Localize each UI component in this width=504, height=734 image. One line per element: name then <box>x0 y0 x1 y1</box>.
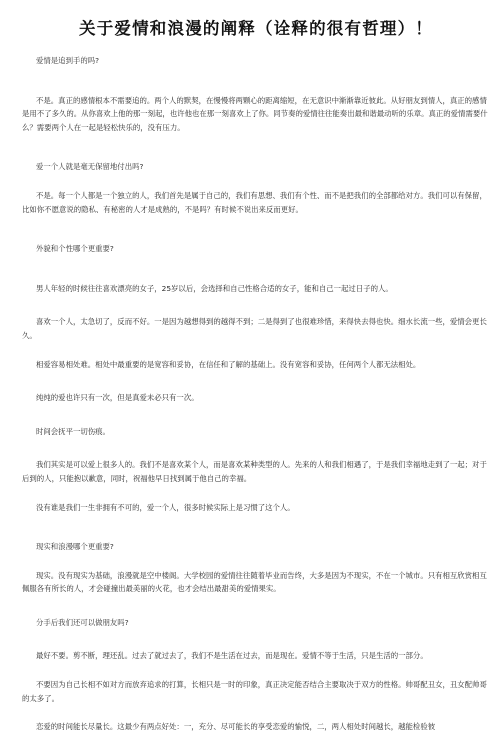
paragraph-gap <box>22 216 490 242</box>
article-title: 关于爱情和浪漫的阐释（诠释的很有哲理）！ <box>79 19 433 38</box>
paragraph-question-friends: 分手后我们还可以做朋友吗? <box>36 617 129 627</box>
paragraph-question-chase: 爱情是追到手的吗? <box>36 56 100 65</box>
paragraph-gap <box>22 256 490 282</box>
paragraph-answer-reality: 现实。没有现实为基础，浪漫就是空中楼阁。大学校园的爱情往往随着毕业而告终，大多是因为不现实，不在一个城市。只有相互欣赏相互佩服各有所长的人，才会碰撞出最美丽的火花，也才会结出最甜美的爱情果实。 <box>22 570 487 594</box>
paragraph-tolerance: 相爱容易相处难。相处中最重要的是宽容和妥协，在信任和了解的基础上。没有宽容和妥协，任何两个人都无法相处。 <box>36 359 421 369</box>
paragraph-gap <box>22 371 490 391</box>
paragraph-gap <box>22 438 490 458</box>
paragraph-gap <box>22 705 490 720</box>
paragraph-gap <box>22 134 490 160</box>
paragraph-answer-looks: 男人年轻的时候往往喜欢漂亮的女子，25岁以后，会选择和自己性格合适的女子，能和自己一起过日子的人。 <box>36 283 393 293</box>
paragraph-gap <box>22 405 490 425</box>
paragraph-time-heals: 时间会抚平一切伤痕。 <box>36 426 110 436</box>
paragraph-gap <box>22 68 490 94</box>
paragraph-gap <box>22 663 490 678</box>
paragraph-gap <box>22 174 490 189</box>
paragraph-question-giving: 爱一个人就是毫无保留地付出吗? <box>36 162 144 172</box>
paragraph-answer-giving: 不是。每一个人都是一个独立的人，我们首先是属于自己的，我们有思想、我们有个性、而不是把我们的全部都给对方。我们可以有保留，比如你不愿意说的隐私、有秘密的人才是成熟的，不是吗？有时候不说出来反而更好。 <box>22 190 487 214</box>
paragraph-gap <box>22 295 490 315</box>
paragraph-question-looks: 外貌和个性哪个更重要? <box>36 244 114 254</box>
paragraph-gap <box>22 343 490 358</box>
paragraph-habit: 没有谁是我们一生非拥有不可的，爱一个人，很多时候实际上是习惯了这个人。 <box>36 502 295 512</box>
paragraph-pure-love: 纯纯的爱也许只有一次，但是真爱未必只有一次。 <box>36 393 199 403</box>
paragraph-gap <box>22 596 490 616</box>
paragraph-long-courtship: 恋爱的时间能长尽量长。这最少有两点好处：一，充分、尽可能长的享受恋爱的愉悦，二，两人相处时间越长，越能检验彼 <box>36 722 436 732</box>
paragraph-appearance: 不要因为自己长相不如对方而放弃追求的打算，长相只是一时的印象，真正决定能否结合主要取决于双方的性格。帅哥配丑女，丑女配帅哥的太多了。 <box>22 680 487 703</box>
paragraph-question-reality: 现实和浪漫哪个更重要? <box>36 542 114 552</box>
paragraph-answer-chase: 不是。真正的感情根本不需要追的。两个人的默契，在慢慢将两颗心的距离缩短，在无意识中渐渐靠近彼此。从好朋友到情人，真正的感情是用不了多久的。从你喜欢上他的那一刻起，也许他也在那一刻喜欢上了你。同节奏的爱情往往能奏出最和谐最动听的乐章。真正的爱情需要什么？需要两个人在一起是轻松快乐的，没有压力。 <box>22 95 488 132</box>
paragraph-gap <box>22 629 490 649</box>
paragraph-gap <box>22 514 490 540</box>
paragraph-gap <box>22 486 490 501</box>
paragraph-haste: 喜欢一个人，太急切了，反而不好。一是因为越想得到的越得不到；二是得到了也很难珍惜，来得快去得也快。细水长流一些，爱情会更长久。 <box>22 317 487 340</box>
paragraph-gap <box>22 554 490 569</box>
paragraph-many-loves: 我们其实是可以爱上很多人的。我们不是喜欢某个人，而是喜欢某种类型的人。先来的人和我们相遇了，于是我们幸福地走到了一起；对于后到的人，只能抱以歉意，同时，祝福他早日找到属于他自己的幸福。 <box>22 460 487 483</box>
paragraph-answer-friends: 最好不要。剪不断，理还乱。过去了就过去了，我们不是生活在过去，而是现在。爱情不等于生活，只是生活的一部分。 <box>36 651 428 661</box>
